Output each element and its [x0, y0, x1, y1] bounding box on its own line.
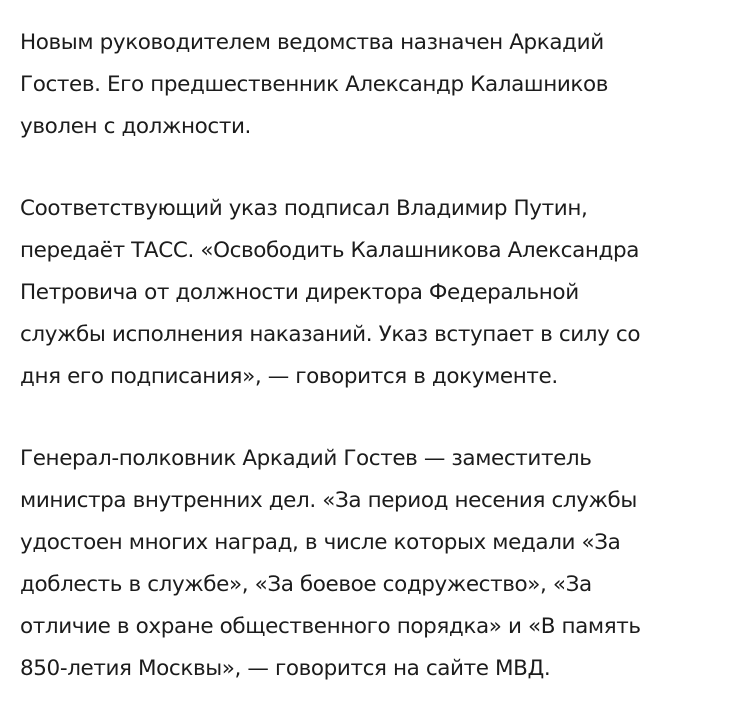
text-line: передаёт ТАСС. «Освободить Калашникова Александра — [20, 238, 640, 263]
text-line: Гостев. Его предшественник Александр Калашников — [20, 72, 609, 97]
text-line: доблесть в службе», «За боевое содружество», «За — [20, 572, 592, 597]
text-line: отличие в охране общественного порядка» и «В память — [20, 614, 641, 639]
text-line: службы исполнения наказаний. Указ вступает в силу со — [20, 322, 641, 347]
paragraph-decree — [20, 188, 715, 398]
text-line: 850-летия Москвы», — говорится на сайте МВД. — [20, 656, 551, 681]
text-line: уволен с должности. — [20, 114, 251, 139]
text-line: Петровича от должности директора Федеральной — [20, 280, 579, 305]
paragraph-biography — [20, 438, 715, 690]
text-line: Новым руководителем ведомства назначен Аркадий — [20, 30, 604, 55]
text-line: Генерал-полковник Аркадий Гостев — заместитель — [20, 446, 592, 471]
text-line: дня его подписания», — говорится в документе. — [20, 364, 558, 389]
paragraph-appointment — [20, 22, 715, 148]
text-line: удостоен многих наград, в числе которых медали «За — [20, 530, 621, 555]
text-line: Соответствующий указ подписал Владимир Путин, — [20, 196, 588, 221]
text-line: министра внутренних дел. «За период несения службы — [20, 488, 637, 513]
